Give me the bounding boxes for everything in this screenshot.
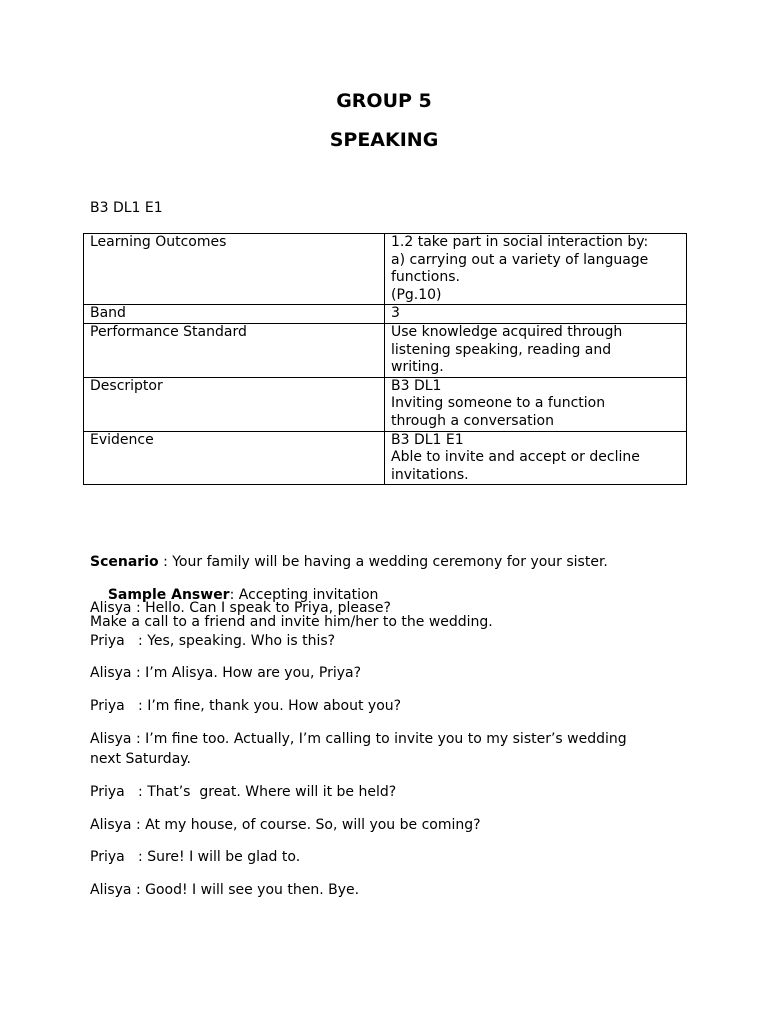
dialogue-line: Priya : Sure! I will be glad to. — [90, 849, 301, 865]
row-value — [385, 377, 687, 431]
row-label: Performance Standard — [84, 323, 385, 377]
dialogue-line: Alisya : Good! I will see you then. Bye. — [90, 882, 360, 898]
value-line: 3 — [391, 305, 400, 322]
value-line: Use knowledge acquired through — [391, 323, 623, 340]
row-label: Band — [84, 305, 385, 324]
skill-title: SPEAKING — [329, 129, 439, 151]
table-row — [84, 377, 687, 431]
value-line: invitations. — [391, 466, 469, 483]
sample-answer-text: : Accepting invitation — [229, 587, 379, 603]
dialogue-line: Alisya : Hello. Can I speak to Priya, please? — [90, 600, 391, 616]
scenario-label: Scenario — [90, 554, 159, 570]
value-line: listening speaking, reading and — [391, 341, 612, 358]
table-row — [84, 323, 687, 377]
sample-answer-label: Sample Answer — [107, 587, 230, 603]
group-title: GROUP 5 — [336, 90, 432, 112]
row-label: Descriptor — [84, 377, 385, 431]
row-label: Evidence — [84, 431, 385, 485]
dialogue-line: next Saturday. — [90, 751, 192, 767]
scenario-text-2: Make a call to a friend and invite him/her to the wedding. — [90, 614, 493, 630]
value-line: (Pg.10) — [391, 286, 442, 303]
value-line: B3 DL1 — [391, 377, 442, 394]
table-row — [84, 305, 687, 324]
dialogue-line: Priya : I’m fine, thank you. How about you? — [90, 698, 402, 714]
value-line: writing. — [391, 359, 444, 376]
dialogue-line: Priya : Yes, speaking. Who is this? — [90, 633, 336, 649]
dialogue-line: Alisya : I’m fine too. Actually, I’m calling to invite you to my sister’s wedding — [90, 731, 627, 747]
row-value — [385, 234, 687, 305]
dialogue-line: Priya : That’s great. Where will it be held? — [90, 784, 397, 800]
row-label: Learning Outcomes — [84, 234, 385, 305]
table-row — [84, 431, 687, 485]
row-value — [385, 323, 687, 377]
table-row — [84, 234, 687, 305]
scenario-text: : Your family will be having a wedding ceremony for your sister. — [158, 554, 608, 570]
row-value — [385, 305, 687, 324]
dialogue-line: Alisya : I’m Alisya. How are you, Priya? — [90, 665, 362, 681]
value-line: functions. — [391, 269, 460, 286]
row-value — [385, 431, 687, 485]
value-line: a) carrying out a variety of language — [391, 251, 649, 268]
value-line: through a conversation — [391, 412, 554, 429]
value-line: 1.2 take part in social interaction by: — [391, 234, 649, 250]
value-line: Inviting someone to a function — [391, 395, 606, 412]
dialogue-line: Alisya : At my house, of course. So, will you be coming? — [90, 817, 481, 833]
standards-table — [83, 233, 687, 485]
value-line: Able to invite and accept or decline — [391, 449, 640, 466]
value-line: B3 DL1 E1 — [391, 431, 464, 448]
evidence-code: B3 DL1 E1 — [90, 200, 163, 216]
